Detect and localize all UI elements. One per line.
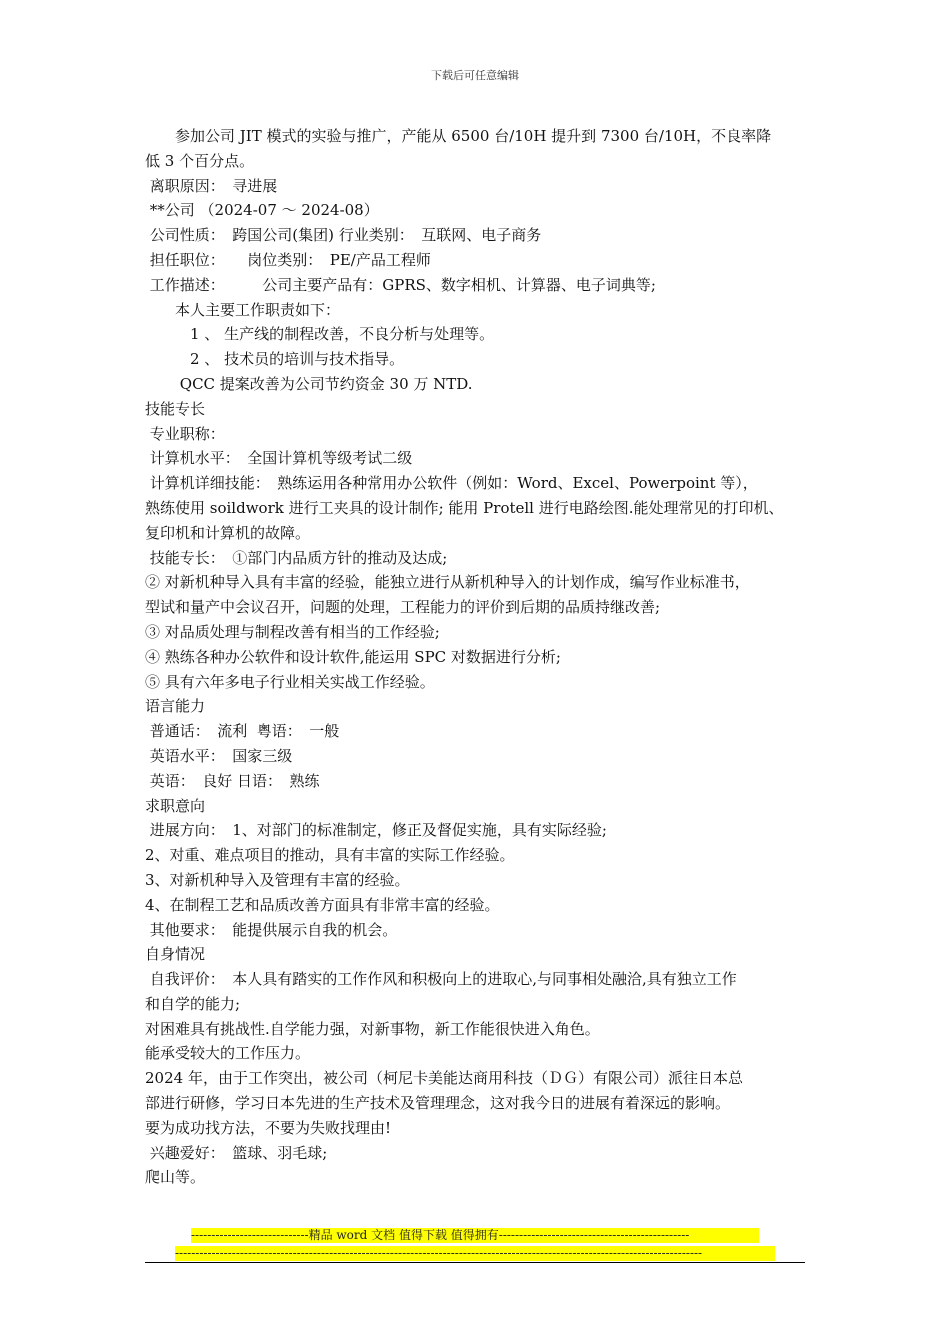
- text-line: 能承受较大的工作压力。: [145, 1044, 311, 1063]
- text-line: 熟练使用 soildwork 进行工夹具的设计制作; 能用 Protell 进行电路绘图.能处理常见的打印机、: [145, 498, 784, 517]
- section-heading-self: 自身情况: [145, 945, 206, 964]
- page-header: 下载后可任意编辑: [431, 69, 519, 82]
- section-heading-job-intention: 求职意向: [145, 796, 206, 815]
- text-line: 低 3 个百分点。: [145, 151, 255, 170]
- text-line: 普通话： 流利 粤语： 一般: [145, 722, 340, 741]
- text-line: 担任职位： 岗位类别： PE/产品工程师: [145, 250, 431, 269]
- text-line: 1 、 生产线的制程改善，不良分析与处理等。: [145, 325, 495, 344]
- text-line: 本人主要工作职责如下：: [145, 300, 341, 319]
- text-line: 2 、 技术员的培训与技术指导。: [145, 350, 405, 369]
- text-line: 公司性质： 跨国公司(集团) 行业类别： 互联网、电子商务: [145, 226, 542, 245]
- text-line: 2024 年，由于工作突出，被公司（柯尼卡美能达商用科技（ＤＧ）有限公司）派往日本总: [145, 1069, 743, 1088]
- text-line: 离职原因： 寻进展: [145, 176, 278, 195]
- resume-body: [145, 124, 815, 1190]
- text-line: 计算机水平： 全国计算机等级考试二级: [145, 449, 413, 468]
- text-line: 兴趣爱好： 篮球、羽毛球;: [145, 1143, 328, 1162]
- text-line: ③ 对品质处理与制程改善有相当的工作经验;: [145, 622, 440, 641]
- text-line: 爬山等。: [145, 1168, 206, 1187]
- text-line: 要为成功找方法，不要为失败找理由!: [145, 1118, 392, 1137]
- text-line: 计算机详细技能： 熟练运用各种常用办公软件（例如：Word、Excel、Powerpoint 等），: [145, 474, 758, 493]
- text-line: 英语： 良好 日语： 熟练: [145, 771, 320, 790]
- text-line: 2、对重、难点项目的推动，具有丰富的实际工作经验。: [145, 846, 515, 865]
- text-line: 型试和量产中会议召开，问题的处理，工程能力的评价到后期的品质持继改善;: [145, 598, 661, 617]
- text-line: ④ 熟练各种办公软件和设计软件,能运用 SPC 对数据进行分析;: [145, 647, 561, 666]
- text-line: 进展方向： 1、对部门的标准制定，修正及督促实施，具有实际经验;: [145, 821, 607, 840]
- text-line: 技能专长： ①部门内品质方针的推动及达成;: [145, 548, 448, 567]
- text-line: 部进行研修，学习日本先进的生产技术及管理理念，这对我今日的进展有着深远的影响。: [145, 1094, 731, 1113]
- page-footer: [145, 1228, 805, 1261]
- text-line: 专业职称：: [145, 424, 225, 443]
- text-line: 复印机和计算机的故障。: [145, 523, 311, 542]
- text-line: 3、对新机种导入及管理有丰富的经验。: [145, 870, 410, 889]
- text-line: 和自学的能力;: [145, 994, 241, 1013]
- text-line: ⑤ 具有六年多电子行业相关实战工作经验。: [145, 672, 435, 691]
- text-line: 工作描述： 公司主要产品有：GPRS、数字相机、计算器、电子词典等;: [145, 275, 656, 294]
- text-line: 自我评价： 本人具有踏实的工作作风和积极向上的进取心,与同事相处融洽,具有独立工作: [145, 970, 737, 989]
- section-heading-language: 语言能力: [145, 697, 206, 716]
- text-line: 英语水平： 国家三级: [145, 746, 293, 765]
- footer-banner: -----------------------------精品 word 文档 值得下载 值得拥有-----------------------------------------------: [191, 1228, 759, 1243]
- footer-dashes: ----------------------------------------------------------------------------------------------------------------------------------: [175, 1246, 775, 1261]
- text-line: 对困难具有挑战性.自学能力强，对新事物，新工作能很快进入角色。: [145, 1019, 600, 1038]
- text-line: 参加公司 JIT 模式的实验与推广，产能从 6500 台/10H 提升到 7300 台/10H，不良率降: [145, 127, 772, 145]
- text-line: **公司 （2024-07 ～ 2024-08）: [145, 201, 379, 220]
- text-line: 其他要求： 能提供展示自我的机会。: [145, 920, 398, 939]
- text-line: QCC 提案改善为公司节约资金 30 万 NTD.: [145, 374, 473, 393]
- text-line: ② 对新机种导入具有丰富的经验，能独立进行从新机种导入的计划作成，编写作业标准书，: [145, 573, 750, 592]
- text-line: 4、在制程工艺和品质改善方面具有非常丰富的经验。: [145, 895, 500, 914]
- footer-rule: [145, 1262, 805, 1263]
- section-heading-skills: 技能专长: [145, 399, 206, 418]
